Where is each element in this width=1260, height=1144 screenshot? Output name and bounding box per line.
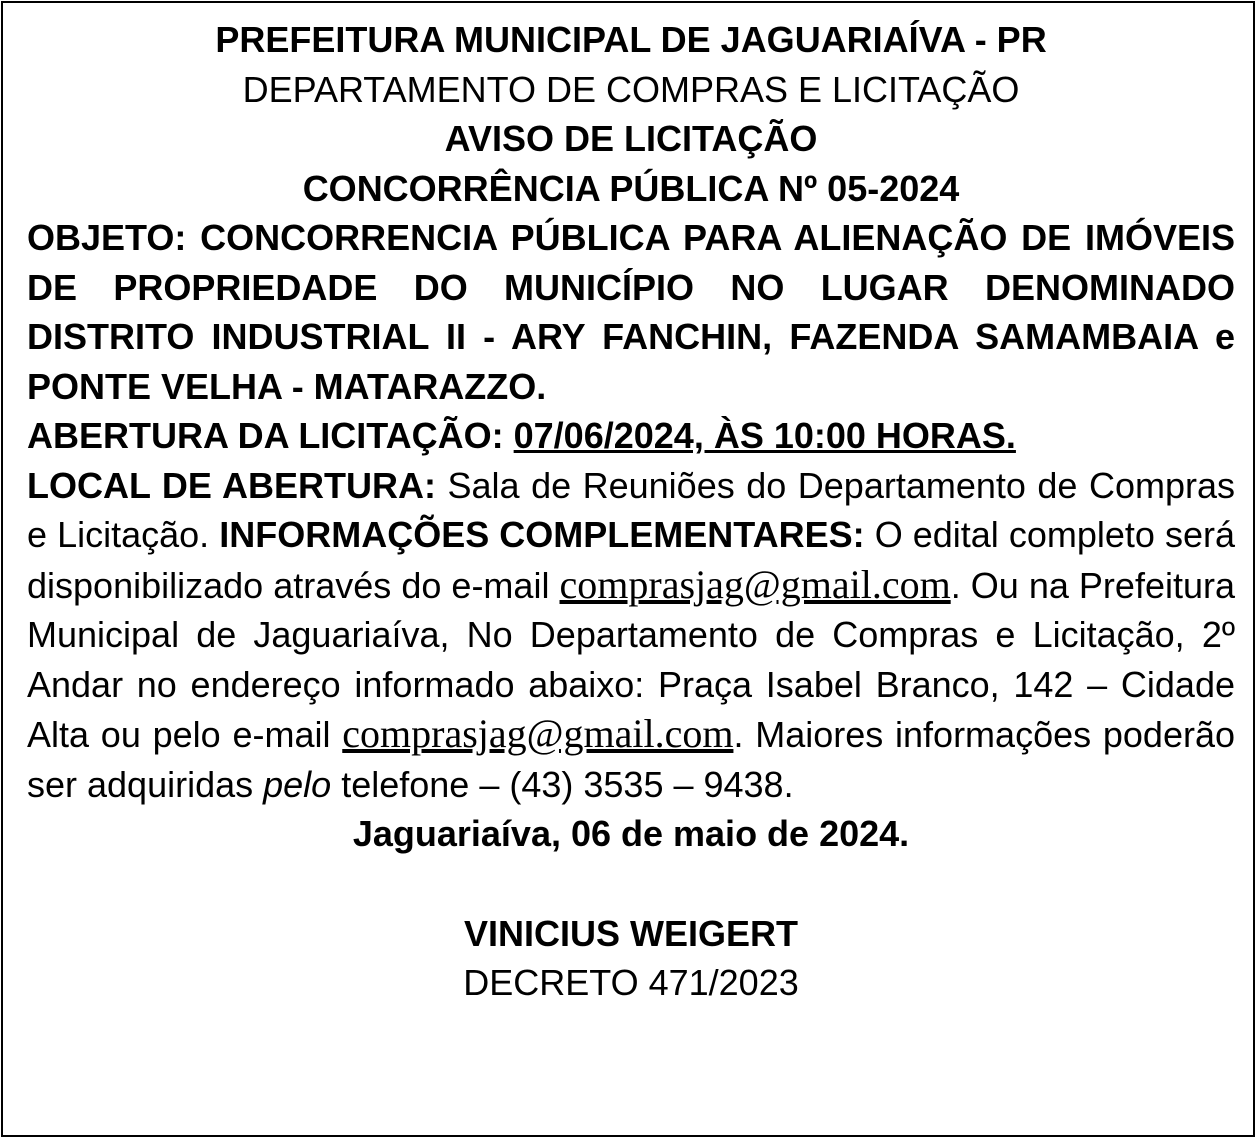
decree-number: DECRETO 471/2023	[463, 962, 799, 1003]
info-text-4: telefone – (43) 3535 – 9438.	[341, 763, 794, 805]
page-title: PREFEITURA MUNICIPAL DE JAGUARIAÍVA - PR	[215, 19, 1047, 60]
spacer	[27, 859, 1235, 909]
notice-heading: AVISO DE LICITAÇÃO	[444, 118, 818, 159]
details-paragraph	[27, 461, 1235, 810]
email-link-2[interactable]: comprasjag@gmail.com	[342, 711, 734, 756]
abertura-label: ABERTURA DA LICITAÇÃO:	[27, 415, 504, 456]
info-label: INFORMAÇÕES COMPLEMENTARES:	[219, 514, 865, 555]
local-value: Sala de Reuniões do Departamento de Compras e Licitação.	[27, 464, 1236, 555]
abertura-value: 07/06/2024, ÀS 10:00 HORAS.	[513, 415, 1016, 456]
info-italic: pelo	[263, 763, 332, 805]
process-number: CONCORRÊNCIA PÚBLICA Nº 05-2024	[302, 167, 960, 209]
abertura-line	[27, 411, 1235, 461]
info-text-3: . Maiores informações poderão ser adquiridas	[27, 714, 1235, 805]
notice-content	[27, 15, 1235, 1008]
signatory-name: VINICIUS WEIGERT	[463, 912, 799, 954]
objeto-paragraph: OBJETO: CONCORRENCIA PÚBLICA PARA ALIENAÇÃO DE IMÓVEIS DE PROPRIEDADE DO MUNICÍPIO NO LUGAR DENOMINADO DISTRITO INDUSTRIAL II - ARY FANCHIN, FAZENDA SAMAMBAIA e PONTE VELHA - MATARAZZO.	[27, 217, 1235, 407]
local-label: LOCAL DE ABERTURA:	[27, 464, 436, 506]
notice-frame	[1, 1, 1255, 1137]
date-line: Jaguariaíva, 06 de maio de 2024.	[352, 813, 910, 854]
info-text-1: O edital completo será disponibilizado através do e-mail	[27, 514, 1236, 606]
info-text-2: . Ou na Prefeitura Municipal de Jaguariaíva, No Departamento de Compras e Licitação, 2º Andar no endereço informado abaixo: Praça Isabel Branco, 142 – Cidade Alta ou pelo e-mail	[27, 564, 1235, 755]
department-name: DEPARTAMENTO DE COMPRAS E LICITAÇÃO	[242, 68, 1020, 110]
email-link-1[interactable]: comprasjag@gmail.com	[559, 561, 951, 607]
